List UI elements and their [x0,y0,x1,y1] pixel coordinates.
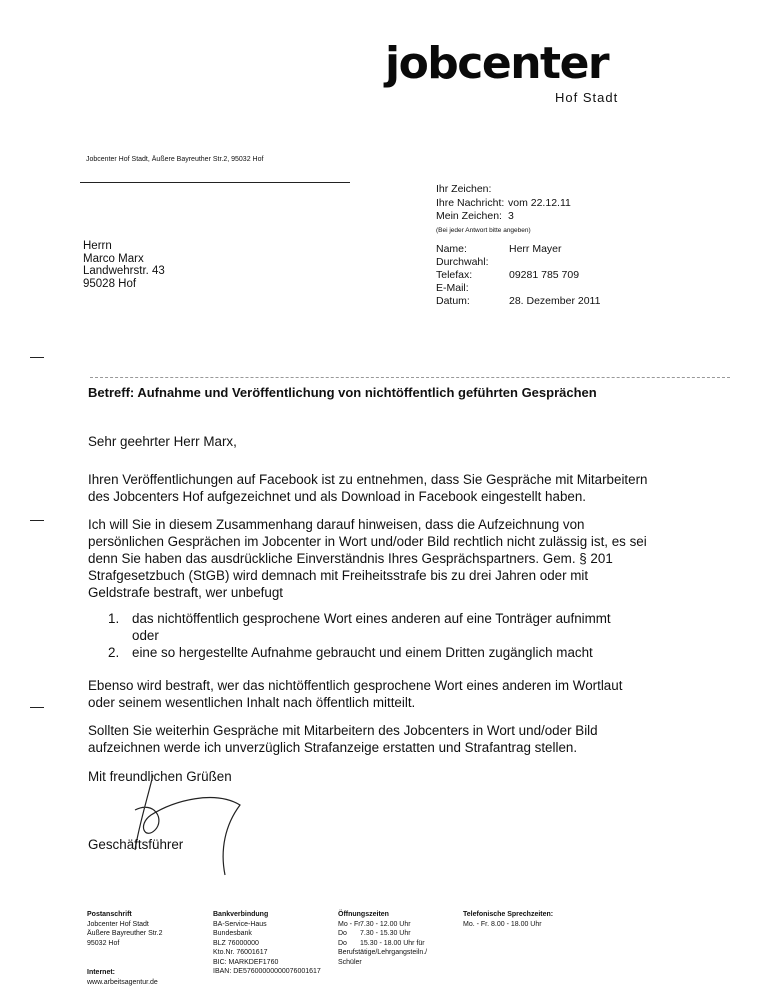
paragraph-2: Ich will Sie in diesem Zusammenhang darauf hinweisen, dass die Aufzeichnung von persönlichen Gesprächen im Jobcenter in Wort und/oder Bild rechtlich nicht zulässig ist, es sei denn Sie haben das ausdrückliche Einverständnis Ihres Gesprächspartners. Gem. § 201 Strafgesetzbuch (StGB) wird demnach mit Freiheitsstrafe bis zu drei Jahren oder mit Geldstrafe bestraft, wer unbefugt [88,517,647,600]
logo-subtitle: Hof Stadt [555,90,619,105]
jobcenter-logo: jobcenter [385,38,609,89]
name-label: Name: [436,243,467,255]
contact-block [436,243,600,308]
telefax-label: Telefax: [436,269,473,281]
durchwahl-label: Durchwahl: [436,256,489,268]
hours-line: Berufstätige/Lehrgangsteiln./ [338,949,428,956]
subject-line: Betreff: Aufnahme und Veröffentlichung von nichtöffentlich geführten Gesprächen [88,385,597,400]
offense-list [108,610,638,661]
bank-line: BA-Service-Haus [213,920,267,928]
scan-dash-line [90,377,730,378]
hours-line: Schüler [338,958,362,966]
footer-postanschrift [87,910,162,987]
sender-line: Jobcenter Hof Stadt, Äußere Bayreuther Str.2, 95032 Hof [86,156,264,163]
list-item [108,644,638,661]
address-window-rule [80,182,350,183]
list-item [108,610,638,644]
hours-day: Mo - Fr [338,920,361,928]
closing: Mit freundlichen Grüßen [88,769,232,784]
internet-url: www.arbeitsagentur.de [87,978,158,986]
fold-mark [30,707,44,708]
footer-bank [213,910,321,977]
nachricht-label: Ihre Nachricht: [436,196,505,209]
bank-line: BLZ 76000000 [213,939,259,947]
hours-title: Öffnungszeiten [338,911,389,918]
bank-title: Bankverbindung [213,911,269,918]
postanschrift-title: Postanschrift [87,911,132,918]
bank-line: Kto.Nr. 76001617 [213,949,268,956]
recipient-address [83,240,165,290]
handwritten-signature [125,770,255,880]
paragraph-4: Sollten Sie weiterhin Gespräche mit Mitarbeitern des Jobcenters in Wort und/oder Bild aufzeichnen werde ich unverzüglich Strafanzeige erstatten und Strafantrag stellen. [88,723,598,755]
hours-time: 15.30 - 18.00 Uhr für [360,939,425,947]
internet-title: Internet: [87,969,115,976]
datum-value: 28. Dezember 2011 [509,295,601,307]
list-number: 1. [108,611,120,626]
hours-day: Do [338,930,347,937]
telefax-value: 09281 785 709 [509,269,580,281]
mein-zeichen-row [436,210,571,224]
ihre-nachricht-row [436,197,571,211]
postanschrift-line: Äußere Bayreuther Str.2 [87,930,163,937]
recipient-line: Herrn [83,240,112,252]
list-text: das nichtöffentlich gesprochene Wort eines anderen auf eine Tonträger aufnimmt oder [132,611,611,643]
hours-row [338,929,427,939]
mein-zeichen-label: Mein Zeichen: [436,210,502,222]
fold-mark [30,357,44,358]
phone-hours: Mo. - Fr. 8.00 - 18.00 Uhr [463,920,542,928]
contact-email-row [436,282,600,295]
salutation: Sehr geehrter Herr Marx, [88,434,237,449]
postanschrift-line: Jobcenter Hof Stadt [87,920,149,928]
recipient-line: Landwehrstr. 43 [83,265,165,277]
recipient-line: Marco Marx [83,252,144,265]
ihr-zeichen-label: Ihr Zeichen: [436,183,492,195]
contact-name-row [436,243,600,256]
contact-datum-row [436,295,600,308]
phone-title: Telefonische Sprechzeiten: [463,911,554,918]
bank-line: IBAN: DE57600000000076001617 [213,968,321,975]
footer-hours [338,910,427,967]
contact-telefax-row [436,269,600,282]
contact-durchwahl-row [436,256,600,269]
bank-line: Bundesbank [213,930,252,937]
list-number: 2. [108,645,120,660]
hours-row [338,920,427,930]
hours-time: 7.30 - 15.30 Uhr [360,930,411,937]
reference-block [436,183,571,237]
signatory-title: Geschäftsführer [88,837,184,852]
name-value: Herr Mayer [509,243,562,255]
hours-row [338,939,427,949]
mein-zeichen-value: 3 [508,210,514,222]
paragraph-1: Ihren Veröffentlichungen auf Facebook ist zu entnehmen, dass Sie Gespräche mit Mitarbeitern des Jobcenters Hof aufgezeichnet und als Download in Facebook eingestellt haben. [88,472,648,504]
bank-line: BIC: MARKDEF1760 [213,958,279,966]
paragraph-3: Ebenso wird bestraft, wer das nichtöffentlich gesprochene Wort eines anderen im Wortlaut oder seinem wesentlichen Inhalt nach öffentlich mitteilt. [88,678,623,710]
recipient-line: 95028 Hof [83,277,137,290]
email-label: E-Mail: [436,282,469,294]
hours-day: Do [338,939,347,947]
nachricht-value: vom 22.12.11 [508,196,571,209]
footer-phone [463,910,553,929]
list-text: eine so hergestellte Aufnahme gebraucht und einem Dritten zugänglich macht [132,645,593,660]
fold-mark [30,520,44,521]
reference-note: (Bei jeder Antwort bitte angeben) [436,226,531,234]
hours-time: 7.30 - 12.00 Uhr [360,920,411,928]
postanschrift-line: 95032 Hof [87,939,120,947]
datum-label: Datum: [436,295,470,307]
